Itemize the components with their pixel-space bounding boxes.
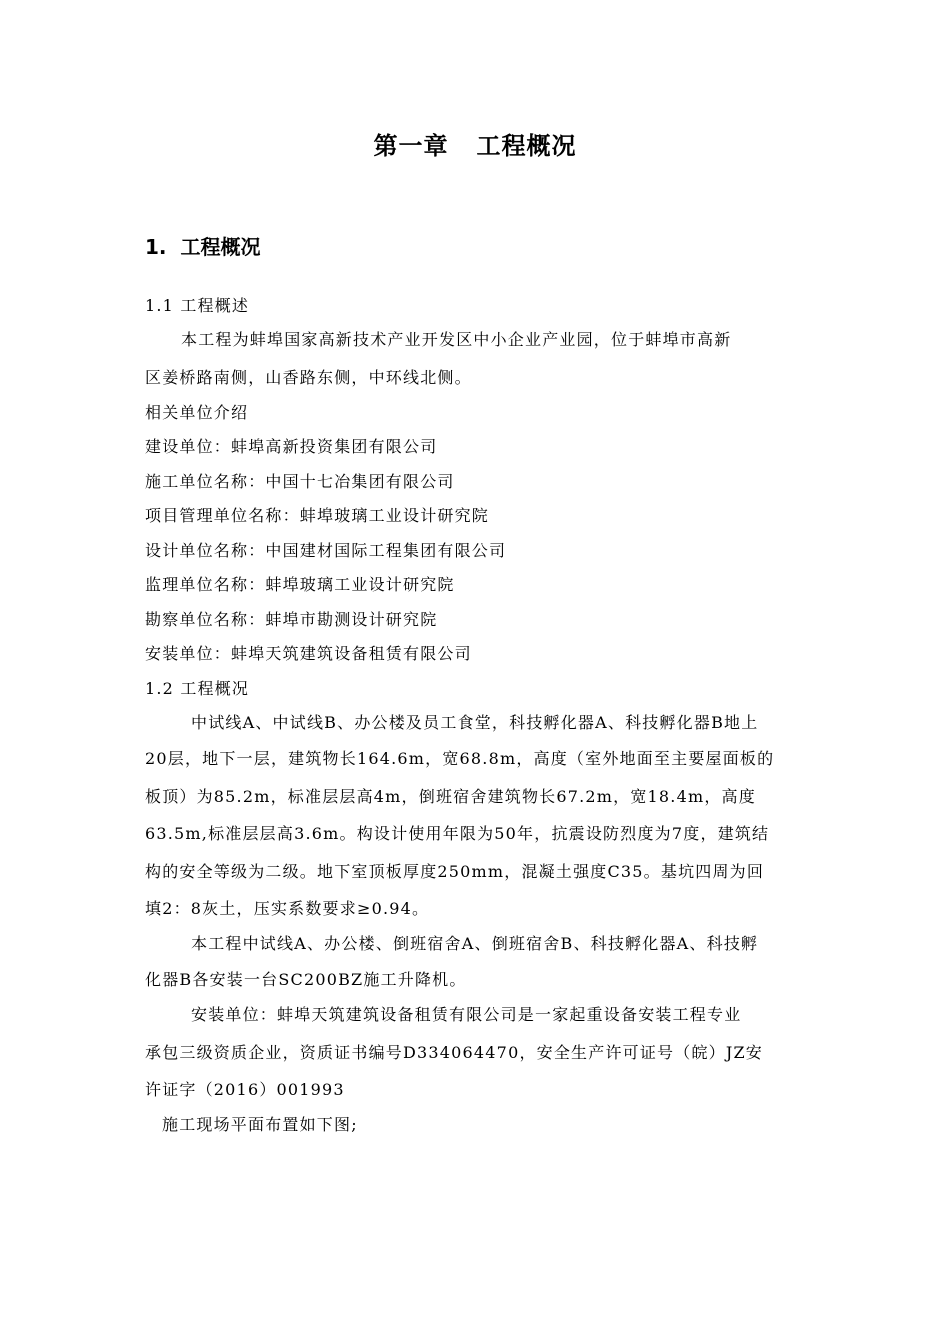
subsection-heading-general: 1.2 工程概况: [145, 679, 250, 698]
paragraph-line: 中试线A、中试线B、办公楼及员工食堂，科技孵化器A、科技孵化器B地上: [191, 713, 759, 732]
unit-line-survey: 勘察单位名称：蚌埠市勘测设计研究院: [145, 610, 438, 629]
chapter-title: 第一章 工程概况: [373, 132, 577, 160]
paragraph-line: 承包三级资质企业，资质证书编号D334064470，安全生产许可证号（皖）JZ安: [145, 1043, 763, 1062]
paragraph-line: 填2：8灰土，压实系数要求≥0.94。: [145, 899, 430, 918]
unit-line-installation: 安装单位：蚌埠天筑建筑设备租赁有限公司: [145, 644, 472, 663]
paragraph-line-site-layout: 施工现场平面布置如下图;: [162, 1115, 358, 1134]
paragraph-line: 20层，地下一层，建筑物长164.6m，宽68.8m，高度（室外地面至主要屋面板的: [145, 749, 775, 768]
paragraph-line: 化器B各安装一台SC200BZ施工升降机。: [145, 970, 467, 989]
paragraph-line: 本工程中试线A、办公楼、倒班宿舍A、倒班宿舍B、科技孵化器A、科技孵: [191, 934, 759, 953]
subsection-heading-overview: 1.1 工程概述: [145, 296, 250, 315]
unit-line-design: 设计单位名称：中国建材国际工程集团有限公司: [145, 541, 507, 560]
unit-line-project-management: 项目管理单位名称：蚌埠玻璃工业设计研究院: [145, 506, 490, 525]
unit-line-contractor: 施工单位名称：中国十七冶集团有限公司: [145, 472, 455, 491]
units-intro-heading: 相关单位介绍: [145, 403, 249, 422]
unit-line-supervision: 监理单位名称：蚌埠玻璃工业设计研究院: [145, 575, 455, 594]
paragraph-line: 安装单位：蚌埠天筑建筑设备租赁有限公司是一家起重设备安装工程专业: [191, 1005, 742, 1024]
section-heading: 1. 工程概况: [145, 235, 261, 259]
paragraph-line: 板顶）为85.2m，标准层层高4m，倒班宿舍建筑物长67.2m，宽18.4m，高度: [145, 787, 756, 806]
paragraph-line: 构的安全等级为二级。地下室顶板厚度250mm，混凝土强度C35。基坑四周为回: [145, 862, 765, 881]
unit-line-construction: 建设单位：蚌埠高新投资集团有限公司: [145, 437, 438, 456]
paragraph-line: 本工程为蚌埠国家高新技术产业开发区中小企业产业园，位于蚌埠市高新: [181, 330, 732, 349]
paragraph-line: 63.5m,标准层层高3.6m。构设计使用年限为50年，抗震设防烈度为7度，建筑结: [145, 824, 770, 843]
paragraph-line: 区姜桥路南侧，山香路东侧，中环线北侧。: [145, 368, 472, 387]
paragraph-line: 许证字（2016）001993: [145, 1080, 345, 1099]
